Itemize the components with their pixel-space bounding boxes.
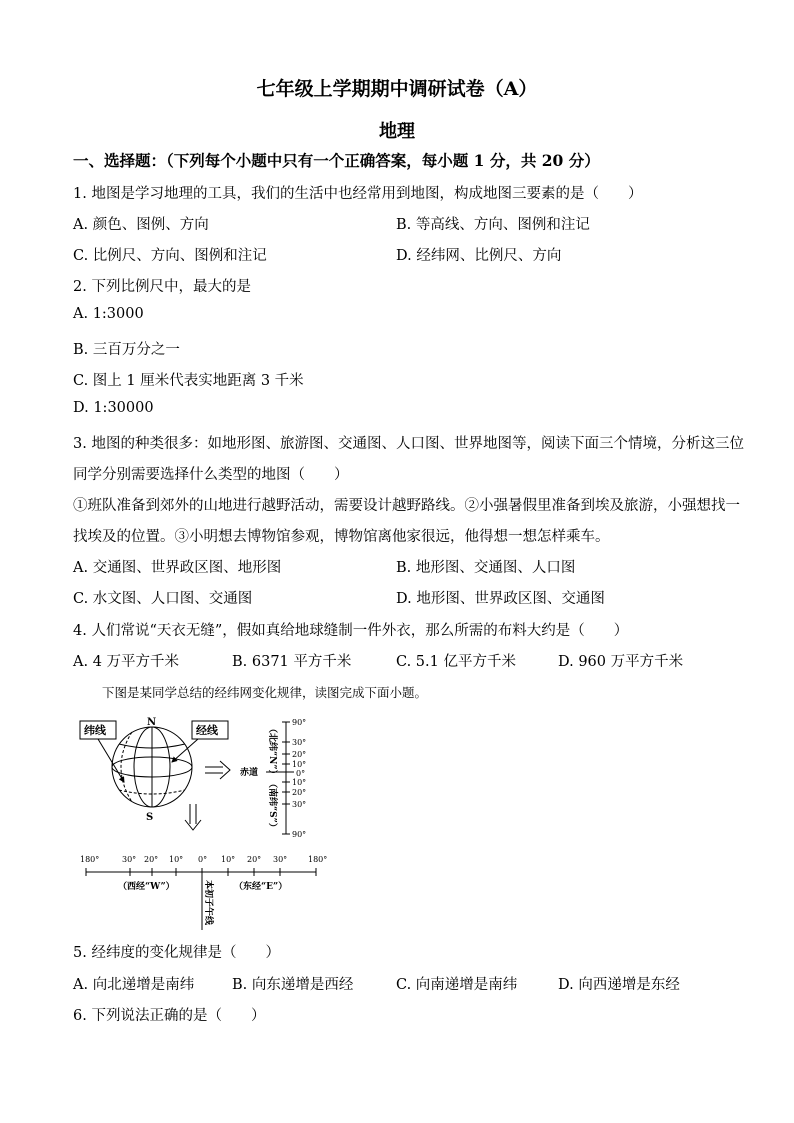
q2-option-d: D. 1:30000 <box>73 400 154 416</box>
lat-tick-90s: 90° <box>292 830 307 839</box>
q2-option-a: A. 1:3000 <box>73 306 144 322</box>
lat-tick-30s: 30° <box>292 800 307 809</box>
prime-meridian-label: 本初子午线 <box>203 880 213 926</box>
q5-option-b: B. 向东递增是西经 <box>232 977 354 993</box>
q4-option-b: B. 6371 平方千米 <box>232 654 352 670</box>
lat-tick-10s: 10° <box>292 778 307 787</box>
q4-stem: 4. 人们常说“天衣无缝”，假如真给地球缝制一件外衣，那么所需的布料大约是（ ） <box>73 623 629 639</box>
graticule-figure <box>70 712 350 937</box>
q2-option-b: B. 三百万分之一 <box>73 342 180 358</box>
down-arrow-icon <box>185 804 201 830</box>
lon-tick-30w: 30° <box>122 855 137 864</box>
lat-tick-30n: 30° <box>292 738 307 747</box>
lat-tick-20s: 20° <box>292 788 307 797</box>
lon-tick-0: 0° <box>198 855 208 864</box>
q3-stem-line2: 同学分别需要选择什么类型的地图（ ） <box>73 467 349 483</box>
lon-tick-30e: 30° <box>273 855 288 864</box>
lon-tick-180w: 180° <box>80 855 100 864</box>
equator-label: 赤道 <box>240 768 259 778</box>
subject-title: 地理 <box>379 121 415 142</box>
q2-stem: 2. 下列比例尺中，最大的是 <box>73 279 251 295</box>
q3-option-b: B. 地形图、交通图、人口图 <box>396 560 576 576</box>
q3-stem-line1: 3. 地图的种类很多：如地形图、旅游图、交通图、人口图、世界地图等，阅读下面三个情境，分析这三位 <box>73 436 744 452</box>
lon-tick-10w: 10° <box>169 855 184 864</box>
q2-option-c: C. 图上 1 厘米代表实地距离 3 千米 <box>73 373 304 389</box>
globe-drawing <box>112 727 192 807</box>
lon-tick-20w: 20° <box>144 855 159 864</box>
q1-option-d: D. 经纬网、比例尺、方向 <box>396 248 562 264</box>
section-heading: 一、选择题：（下列每个小题中只有一个正确答案，每小题 1 分，共 20 分） <box>73 151 600 170</box>
q1-stem: 1. 地图是学习地理的工具，我们的生活中也经常用到地图，构成地图三要素的是（ ） <box>73 186 643 202</box>
lat-tick-20n: 20° <box>292 750 307 759</box>
q4-option-c: C. 5.1 亿平方千米 <box>396 654 516 670</box>
lat-tick-90n: 90° <box>292 718 307 727</box>
south-latitude-label: （南纬“S”） <box>267 779 277 832</box>
q3-option-a: A. 交通图、世界政区图、地形图 <box>73 560 282 576</box>
north-latitude-label: （北纬“N”） <box>267 724 277 779</box>
q4-option-a: A. 4 万平方千米 <box>73 654 180 670</box>
q6-stem: 6. 下列说法正确的是（ ） <box>73 1008 266 1024</box>
lat-tick-0: 0° <box>296 769 306 778</box>
east-longitude-label: （东经“E”） <box>234 882 288 892</box>
lon-tick-20e: 20° <box>247 855 262 864</box>
q3-context-line1: ①班队准备到郊外的山地进行越野活动，需要设计越野路线。②小强暑假里准备到埃及旅游，小强想找一 <box>73 498 740 514</box>
latitude-label: 纬线 <box>84 724 106 737</box>
q3-context-line2: 找埃及的位置。③小明想去博物馆参观，博物馆离他家很远，他得想一想怎样乘车。 <box>73 529 610 545</box>
north-label: N <box>147 717 157 728</box>
q5-option-a: A. 向北递增是南纬 <box>73 977 195 993</box>
south-label: S <box>146 812 154 823</box>
right-arrow-icon <box>205 761 230 779</box>
west-longitude-label: （西经“W”） <box>118 882 175 892</box>
longitude-label: 经线 <box>196 724 218 737</box>
figure-intro: 下图是某同学总结的经纬网变化规律，读图完成下面小题。 <box>102 685 428 700</box>
q5-stem: 5. 经纬度的变化规律是（ ） <box>73 945 280 961</box>
lon-tick-180e: 180° <box>308 855 328 864</box>
q1-option-a: A. 颜色、图例、方向 <box>73 217 209 233</box>
q5-option-c: C. 向南递增是南纬 <box>396 977 518 993</box>
longitude-scale <box>86 868 316 930</box>
q1-option-b: B. 等高线、方向、图例和注记 <box>396 217 590 233</box>
q3-option-c: C. 水文图、人口图、交通图 <box>73 591 253 607</box>
lat-tick-10n: 10° <box>292 760 307 769</box>
page-title: 七年级上学期期中调研试卷（A） <box>256 78 538 100</box>
q1-option-c: C. 比例尺、方向、图例和注记 <box>73 248 267 264</box>
q4-option-d: D. 960 万平方千米 <box>558 654 684 670</box>
q3-option-d: D. 地形图、世界政区图、交通图 <box>396 591 605 607</box>
q5-option-d: D. 向西递增是东经 <box>558 977 680 993</box>
lon-tick-10e: 10° <box>221 855 236 864</box>
